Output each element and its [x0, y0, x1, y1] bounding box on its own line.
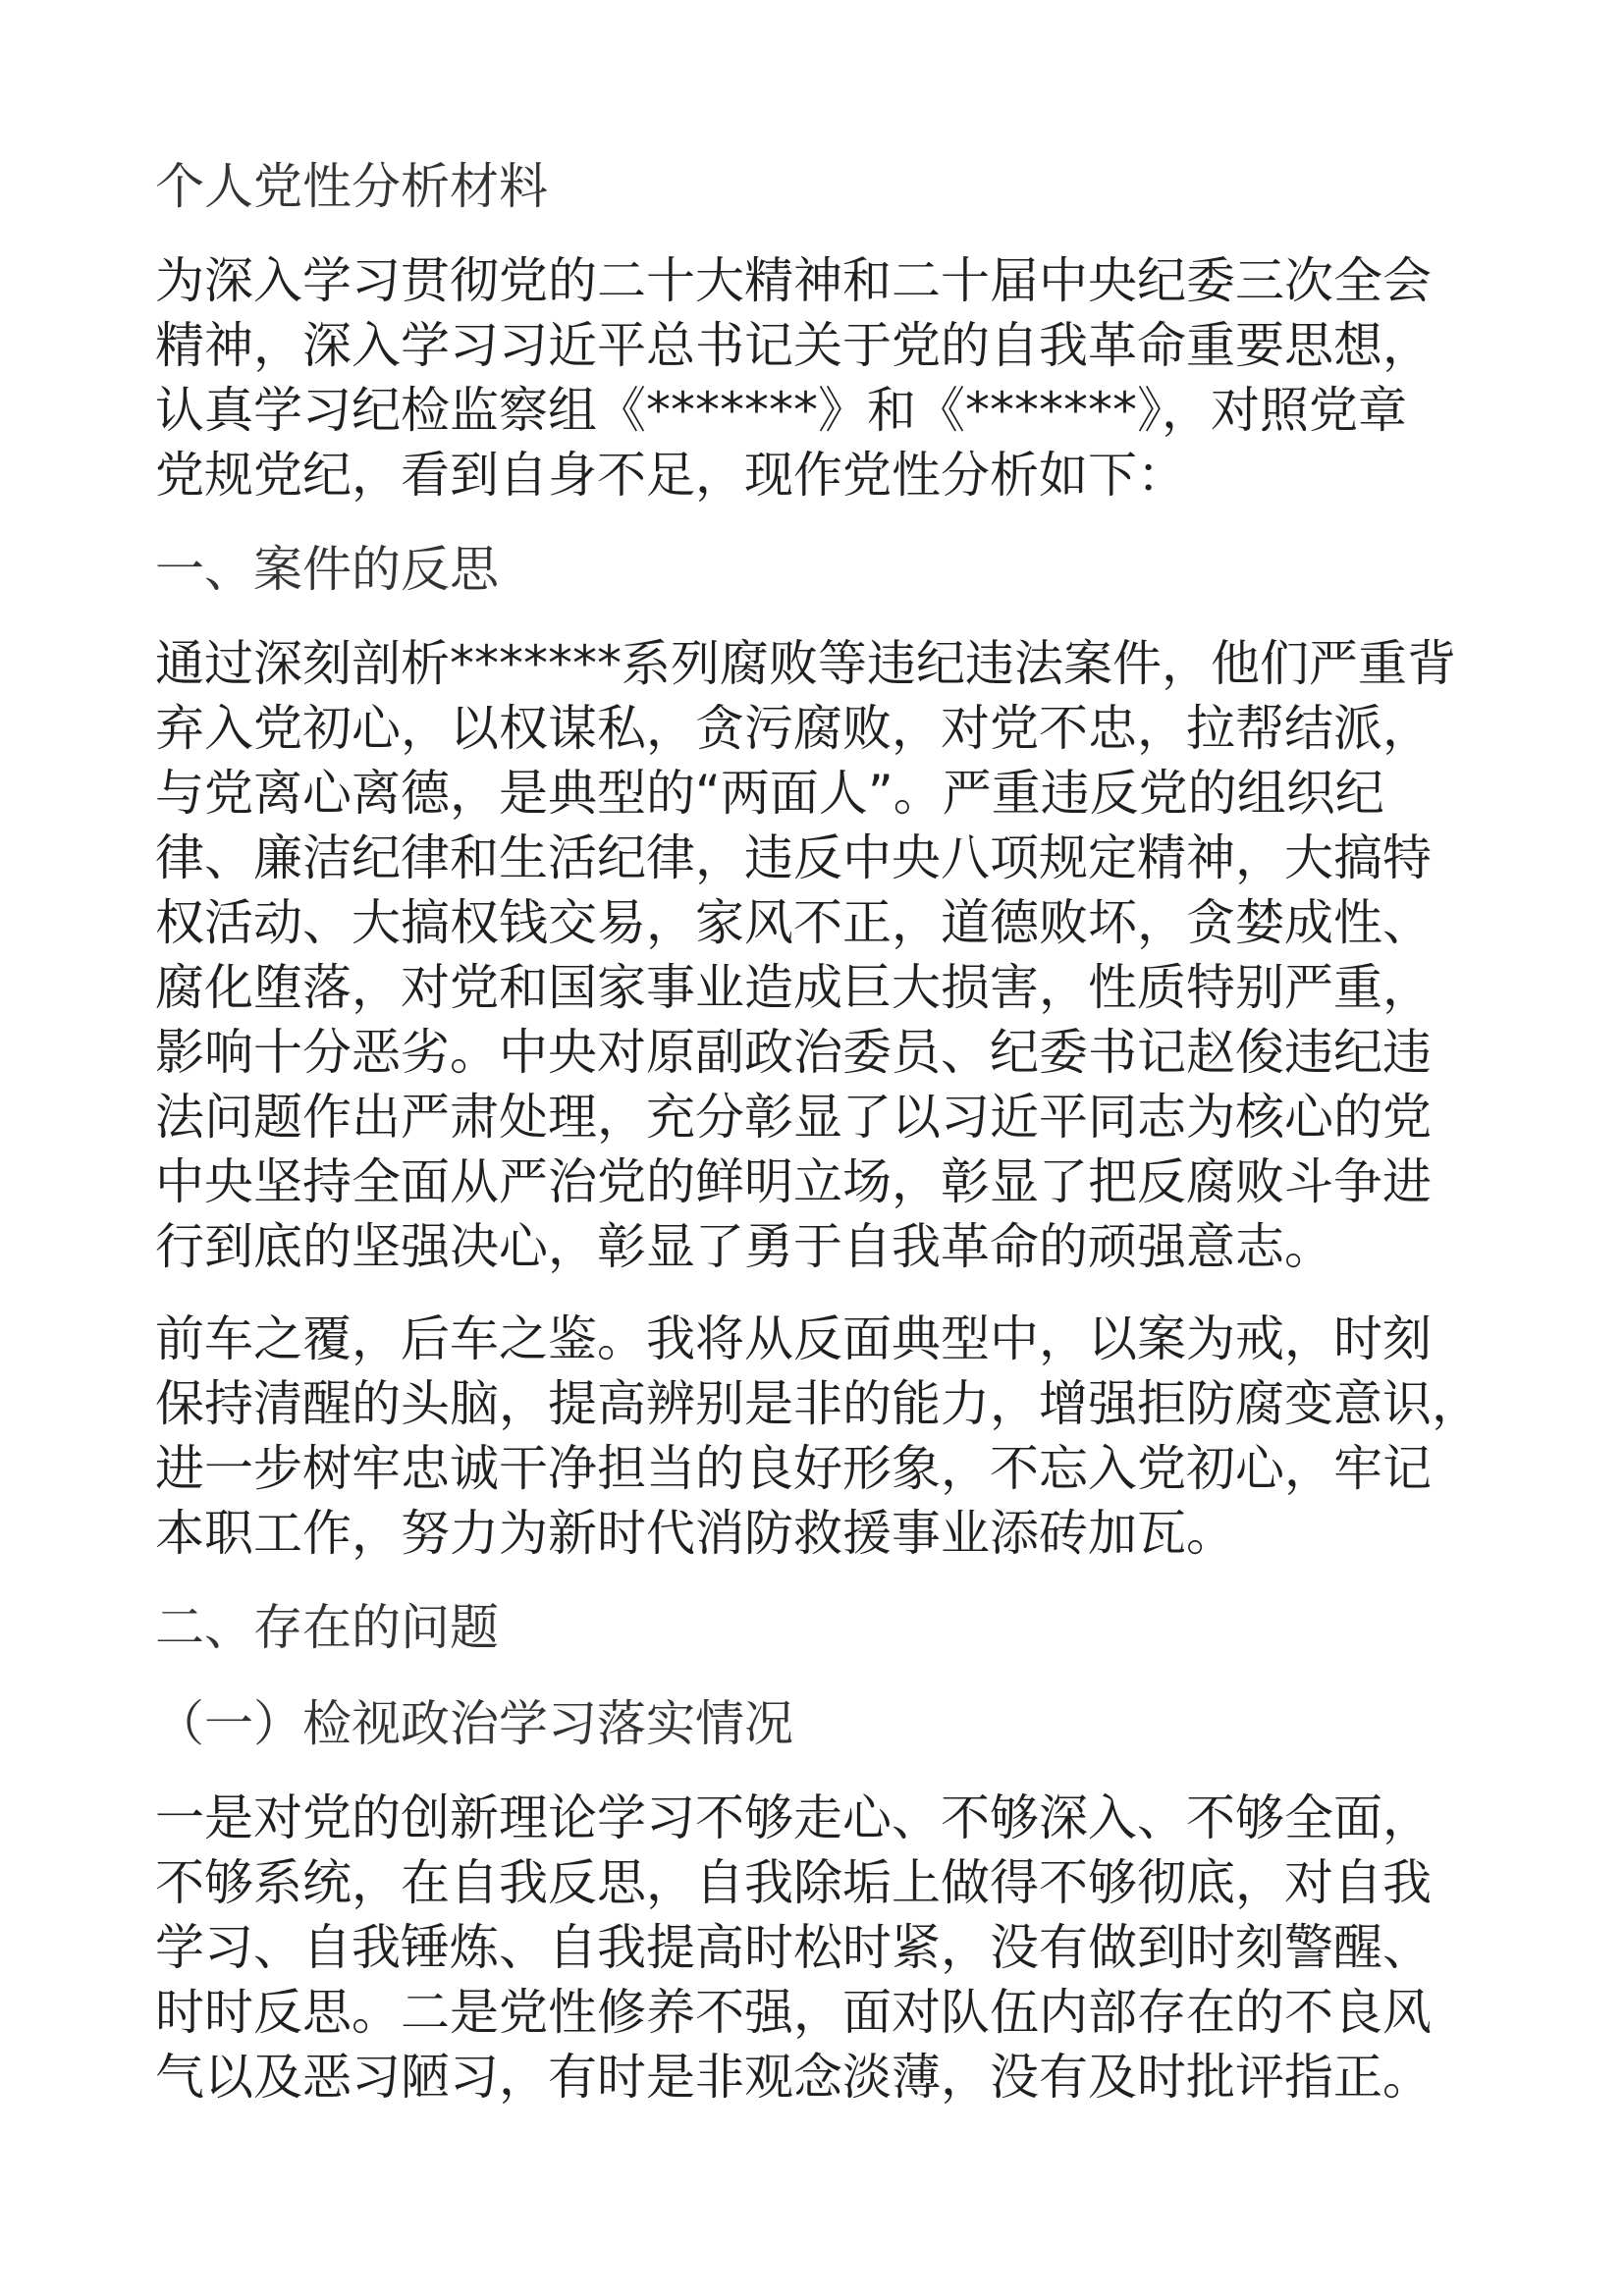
paragraph-line: 律、廉洁纪律和生活纪律，违反中央八项规定精神，大搞特	[155, 829, 1432, 886]
paragraph-line: 前车之覆，后车之鉴。我将从反面典型中，以案为戒，时刻	[155, 1310, 1432, 1367]
paragraph-line: 一是对党的创新理论学习不够走心、不够深入、不够全面，	[155, 1789, 1432, 1846]
paragraph-line: 权活动、大搞权钱交易，家风不正，道德败坏，贪婪成性、	[155, 894, 1432, 951]
intro-line: 精神，深入学习习近平总书记关于党的自我革命重要思想，	[155, 317, 1432, 374]
paragraph-line: 腐化堕落，对党和国家事业造成巨大损害，性质特别严重，	[155, 959, 1432, 1016]
section2-heading: 二、存在的问题	[155, 1599, 499, 1656]
paragraph-line: 进一步树牢忠诚干净担当的良好形象，不忘入党初心，牢记	[155, 1440, 1432, 1497]
section2-subheading-1: （一）检视政治学习落实情况	[155, 1695, 793, 1752]
document-body	[155, 152, 1481, 2109]
intro-line: 党规党纪，看到自身不足，现作党性分析如下：	[155, 447, 1186, 504]
section1-heading: 一、案件的反思	[155, 541, 499, 598]
paragraph-line: 影响十分恶劣。中央对原副政治委员、纪委书记赵俊违纪违	[155, 1024, 1432, 1081]
section2-paragraph-1	[155, 1786, 1476, 2109]
intro-line: 认真学习纪检监察组《*******》和《*******》，对照党章	[155, 382, 1407, 439]
paragraph-line: 学习、自我锤炼、自我提高时松时紧，没有做到时刻警醒、	[155, 1919, 1432, 1976]
paragraph-line: 保持清醒的头脑，提高辨别是非的能力，增强拒防腐变意识，	[155, 1375, 1481, 1432]
section1-paragraph-2	[155, 1307, 1481, 1566]
paragraph-line: 中央坚持全面从严治党的鲜明立场，彰显了把反腐败斗争进	[155, 1153, 1432, 1210]
paragraph-line: 通过深刻剖析*******系列腐败等违纪违法案件，他们严重背	[155, 635, 1456, 692]
document-title: 个人党性分析材料	[155, 158, 548, 215]
paragraph-line: 法问题作出严肃处理，充分彰显了以习近平同志为核心的党	[155, 1089, 1432, 1146]
paragraph-line: 不够系统，在自我反思，自我除垢上做得不够彻底，对自我	[155, 1854, 1432, 1911]
paragraph-line: 行到底的坚强决心，彰显了勇于自我革命的顽强意志。	[155, 1218, 1333, 1275]
intro-paragraph	[155, 248, 1476, 507]
section1-paragraph-1	[155, 631, 1476, 1279]
paragraph-line: 时时反思。二是党性修养不强，面对队伍内部存在的不良风	[155, 1984, 1432, 2041]
paragraph-line: 本职工作，努力为新时代消防救援事业添砖加瓦。	[155, 1505, 1235, 1562]
intro-line: 为深入学习贯彻党的二十大精神和二十届中央纪委三次全会	[155, 252, 1432, 309]
paragraph-line: 与党离心离德，是典型的“两面人”。严重违反党的组织纪	[155, 765, 1384, 822]
paragraph-line: 气以及恶习陋习，有时是非观念淡薄，没有及时批评指正。	[155, 2049, 1432, 2106]
paragraph-line: 弃入党初心，以权谋私，贪污腐败，对党不忠，拉帮结派，	[155, 700, 1432, 757]
